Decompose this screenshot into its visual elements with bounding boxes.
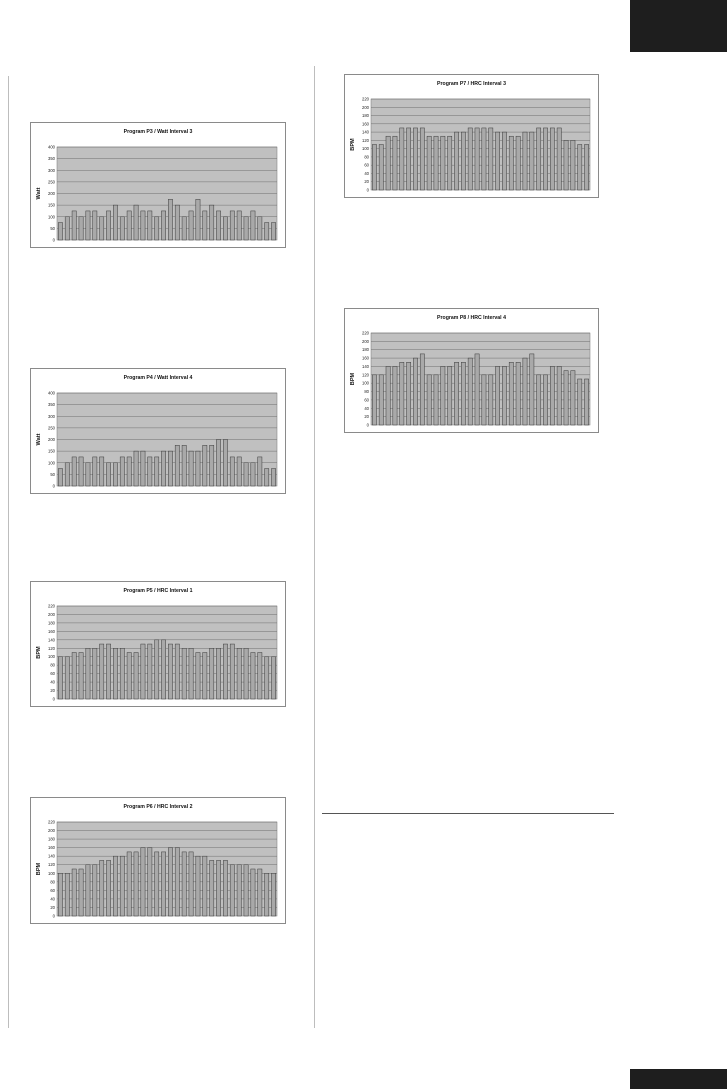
bar [134,451,138,486]
y-tick-label: 200 [48,611,55,617]
y-tick-label: 50 [50,471,55,477]
bar [564,371,568,425]
bar [175,848,179,916]
bar [106,860,110,916]
y-tick-label: 80 [50,662,55,668]
bar [93,211,97,240]
y-tick-label: 400 [48,390,55,396]
bar [168,199,172,240]
column-divider [314,66,315,1028]
bar [65,463,69,486]
bar [120,457,124,486]
bar [258,217,262,240]
bar [93,648,97,699]
bar [189,211,193,240]
bar [230,457,234,486]
y-tick-label: 100 [48,870,55,876]
bar [489,375,493,425]
bar [148,211,152,240]
bar [258,457,262,486]
bar [265,223,269,240]
bar [210,860,214,916]
bar [571,140,575,190]
bar [161,451,165,486]
y-tick-label: 160 [48,845,55,851]
bar [454,132,458,190]
bar [203,653,207,700]
bar [72,653,76,700]
bar [386,366,390,425]
y-tick-label: 200 [48,828,55,834]
bar [148,848,152,916]
chart-program-p5 [30,581,286,707]
bar [161,852,165,916]
bar [448,366,452,425]
y-tick-label: 220 [48,603,55,609]
y-tick-label: 20 [50,688,55,694]
bar [400,128,404,190]
bar [182,445,186,486]
bar [244,648,248,699]
y-tick-label: 100 [48,654,55,660]
y-tick-label: 300 [48,167,55,173]
y-tick-label: 80 [364,154,369,160]
bar [155,457,159,486]
bar [251,463,255,486]
bar [86,211,90,240]
y-tick-label: 100 [362,380,369,386]
chart-svg [31,798,285,923]
bar [434,136,438,190]
y-tick-label: 20 [50,904,55,910]
bar [237,457,241,486]
y-tick-label: 120 [48,645,55,651]
bar [148,457,152,486]
bar [407,128,411,190]
bar [58,657,62,699]
bar [86,463,90,486]
bar [420,354,424,425]
bar [523,132,527,190]
bar [175,445,179,486]
y-axis-label: BPM [36,646,42,659]
y-tick-label: 0 [366,422,369,428]
bar [251,211,255,240]
bar [543,128,547,190]
y-tick-label: 140 [362,129,369,135]
bar [223,860,227,916]
bar [271,469,275,486]
bar [79,653,83,700]
chart-program-p3 [30,122,286,248]
chart-svg [31,123,285,247]
y-tick-label: 50 [50,225,55,231]
bar [189,852,193,916]
bar [265,873,269,916]
bar [372,145,376,191]
bar [168,848,172,916]
bar [230,865,234,916]
chart-title: Program P3 / Watt Interval 3 [123,129,193,135]
bar [210,648,214,699]
y-tick-label: 200 [362,104,369,110]
bar [196,653,200,700]
bar [265,469,269,486]
chart-svg [31,369,285,493]
bar [550,366,554,425]
y-tick-label: 140 [48,853,55,859]
bar [584,145,588,191]
y-axis-label: BPM [350,138,356,151]
bar [495,132,499,190]
bar [557,366,561,425]
y-tick-label: 400 [48,144,55,150]
bar [482,375,486,425]
bar [155,640,159,699]
bar [216,648,220,699]
y-tick-label: 100 [362,146,369,152]
y-tick-label: 180 [48,620,55,626]
bar [168,644,172,699]
section-rule [322,813,614,814]
y-tick-label: 120 [362,372,369,378]
bar [189,648,193,699]
bar [265,657,269,699]
bar [72,211,76,240]
y-axis-label: Watt [36,187,42,200]
bar [79,457,83,486]
bar [127,457,131,486]
y-tick-label: 250 [48,425,55,431]
y-tick-label: 350 [48,402,55,408]
bar [557,128,561,190]
bar [223,644,227,699]
bar [550,128,554,190]
bar [182,648,186,699]
chart-svg [31,582,285,706]
bar [93,457,97,486]
bar [530,354,534,425]
bar [516,136,520,190]
bar [509,362,513,425]
bar [537,128,541,190]
y-tick-label: 100 [48,460,55,466]
chart-program-p6 [30,797,286,924]
chart-program-p7 [344,74,599,198]
bar [134,653,138,700]
y-tick-label: 60 [50,887,55,893]
bar [237,865,241,916]
bar [271,223,275,240]
page-tab-top [630,0,727,52]
bar [86,648,90,699]
chart-title: Program P7 / HRC Interval 3 [437,81,506,87]
bar [120,856,124,916]
bar [441,136,445,190]
y-tick-label: 180 [362,347,369,353]
y-tick-label: 40 [50,896,55,902]
bar [461,362,465,425]
bar [127,653,131,700]
bar [393,366,397,425]
bar [441,366,445,425]
bar [400,362,404,425]
chart-svg [345,309,598,432]
bar [244,865,248,916]
y-tick-label: 60 [364,162,369,168]
bar [413,358,417,425]
bar [175,205,179,240]
bar [182,217,186,240]
bar [141,451,145,486]
bar [537,375,541,425]
bar [454,362,458,425]
bar [379,375,383,425]
y-tick-label: 220 [362,330,369,336]
bar [120,217,124,240]
bar [571,371,575,425]
bar [420,128,424,190]
bar [216,860,220,916]
y-tick-label: 150 [48,448,55,454]
y-tick-label: 40 [364,170,369,176]
y-tick-label: 160 [48,628,55,634]
bar [407,362,411,425]
bar [155,852,159,916]
bar [58,223,62,240]
bar [543,375,547,425]
bar [65,873,69,916]
y-tick-label: 20 [364,414,369,420]
y-tick-label: 200 [48,437,55,442]
bar [448,136,452,190]
bar [203,856,207,916]
bar [427,375,431,425]
y-tick-label: 140 [48,637,55,643]
bar [237,211,241,240]
bar [155,217,159,240]
bar [584,379,588,425]
y-tick-label: 100 [48,214,55,220]
bar [161,640,165,699]
bar [216,211,220,240]
bar [196,856,200,916]
y-axis-label: BPM [36,862,42,876]
y-tick-label: 160 [362,121,369,127]
bar [509,136,513,190]
chart-program-p4 [30,368,286,494]
bar [113,463,117,486]
bar [79,869,83,916]
y-tick-label: 250 [48,179,55,185]
bar [113,648,117,699]
bar [65,657,69,699]
y-tick-label: 140 [362,363,369,369]
bar [182,852,186,916]
bar [502,366,506,425]
bar [502,132,506,190]
bar [72,457,76,486]
bar [58,469,62,486]
y-tick-label: 180 [48,836,55,842]
bar [413,128,417,190]
bar [141,644,145,699]
bar [237,648,241,699]
bar [244,463,248,486]
bar [100,860,104,916]
y-axis-label: BPM [350,372,356,386]
bar [516,362,520,425]
bar [106,211,110,240]
bar [168,451,172,486]
bar [86,865,90,916]
bar [434,375,438,425]
bar [578,379,582,425]
bar [106,644,110,699]
bar [468,358,472,425]
bar [148,644,152,699]
bar [65,217,69,240]
y-tick-label: 0 [52,913,55,919]
y-tick-label: 120 [48,862,55,868]
y-tick-label: 0 [52,696,55,702]
y-tick-label: 60 [50,671,55,677]
bar [203,445,207,486]
chart-title: Program P8 / HRC Interval 4 [437,315,506,321]
y-tick-label: 300 [48,413,55,419]
bar [223,440,227,487]
chart-title: Program P5 / HRC Interval 1 [123,588,193,594]
y-tick-label: 80 [50,879,55,885]
bar [379,145,383,191]
bar [251,653,255,700]
page-tab-bottom [630,1069,727,1089]
bar [79,217,83,240]
bar [134,205,138,240]
bar [120,648,124,699]
bar [468,128,472,190]
bar [210,205,214,240]
bar [578,145,582,191]
bar [386,136,390,190]
bar [210,445,214,486]
left-margin-line [8,76,9,1028]
bar [258,869,262,916]
bar [100,217,104,240]
y-tick-label: 40 [364,405,369,411]
y-tick-label: 0 [366,187,369,193]
bar [271,657,275,699]
bar [141,848,145,916]
y-tick-label: 220 [48,819,55,825]
y-tick-label: 40 [50,679,55,685]
chart-title: Program P6 / HRC Interval 2 [123,804,193,810]
bar [223,217,227,240]
bar [100,457,104,486]
bar [393,136,397,190]
y-tick-label: 220 [362,96,369,102]
y-tick-label: 0 [52,237,55,243]
y-tick-label: 80 [364,389,369,395]
bar [93,865,97,916]
bar [475,128,479,190]
bar [258,653,262,700]
bar [475,354,479,425]
bar [100,644,104,699]
bar [72,869,76,916]
bar [271,873,275,916]
bar [127,852,131,916]
y-tick-label: 150 [48,202,55,208]
bar [230,211,234,240]
bar [58,873,62,916]
bar [495,366,499,425]
bar [134,852,138,916]
bar [523,358,527,425]
bar [127,211,131,240]
bar [189,451,193,486]
y-tick-label: 20 [364,179,369,185]
y-tick-label: 60 [364,397,369,403]
bar [251,869,255,916]
bar [482,128,486,190]
bar [113,856,117,916]
bar [196,451,200,486]
bar [175,644,179,699]
bar [489,128,493,190]
bar [244,217,248,240]
bar [203,211,207,240]
chart-title: Program P4 / Watt Interval 4 [123,375,193,381]
y-tick-label: 350 [48,156,55,162]
bar [230,644,234,699]
bar [113,205,117,240]
bar [141,211,145,240]
chart-svg [345,75,598,197]
y-tick-label: 120 [362,137,369,143]
bar [461,132,465,190]
bar [216,440,220,487]
y-tick-label: 180 [362,113,369,119]
chart-program-p8 [344,308,599,433]
bar [196,199,200,240]
bar [161,211,165,240]
y-tick-label: 200 [362,338,369,344]
bar [106,463,110,486]
bar [530,132,534,190]
bar [427,136,431,190]
bar [564,140,568,190]
y-tick-label: 0 [52,483,55,489]
y-tick-label: 160 [362,355,369,361]
bar [372,375,376,425]
y-tick-label: 200 [48,191,55,196]
y-axis-label: Watt [36,433,42,446]
